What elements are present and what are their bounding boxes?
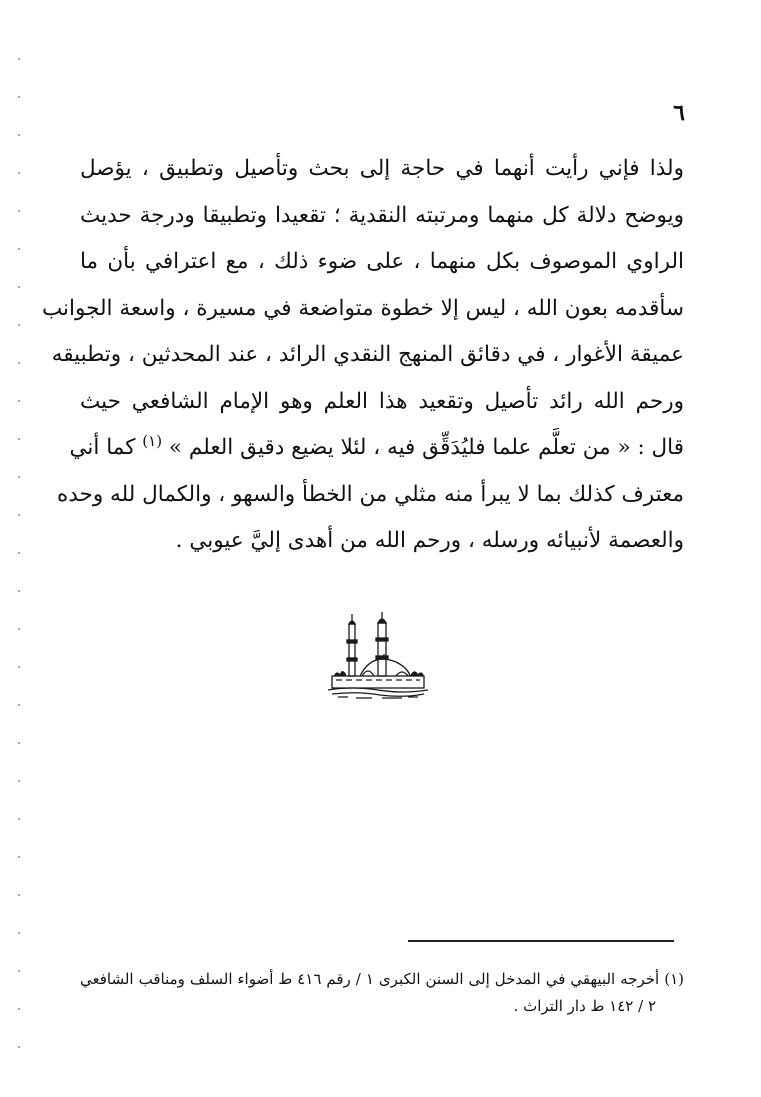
paragraph-line: الراوي الموصوف بكل منهما ، على ضوء ذلك ، مع اعترافي بأن ما [80, 249, 684, 274]
paragraph-line: ويوضح دلالة كل منهما ومرتبته النقدية ؛ تقعيدا وتطبيقا ودرجة حديث [80, 202, 684, 228]
quote-line-end: كما أني [69, 435, 136, 460]
paragraph-line: ورحم الله رائد تأصيل وتقعيد هذا العلم وهو الإمام الشافعي حيث [80, 388, 684, 414]
footnote-reference[interactable]: (١) [142, 431, 163, 450]
shafii-quote: قال : « من تعلَّم علما فليُدَقِّق فيه ، لئلا يضيع دقيق العلم » [168, 435, 684, 460]
footnote-line: (١) أخرجه البيهقي في المدخل إلى السنن الكبرى ١ / رقم ٤١٦ ط أضواء السلف ومناقب الشافعي [80, 970, 684, 988]
paragraph-line: سأقدمه بعون الله ، ليس إلا خطوة متواضعة في مسيرة ، واسعة الجوانب [41, 295, 684, 321]
paragraph-line: معترف كذلك بما لا يبرأ منه مثلي من الخطأ والسهو ، والكمال لله وحده [57, 481, 684, 507]
scan-margin-dots [18, 40, 20, 1060]
paragraph-line: ولذا فإني رأيت أنهما في حاجة إلى بحث وتأصيل وتطبيق ، يؤصل [80, 156, 684, 181]
footnote-separator [408, 940, 674, 942]
footnote-line: ٢ / ١٤٢ ط دار التراث . [513, 997, 656, 1015]
mosque-ornament-icon [322, 610, 434, 700]
quote-line [69, 425, 684, 472]
paragraph-line: والعصمة لأنبيائه ورسله ، ورحم الله من أهدى إليَّ عيوبي . [175, 528, 684, 553]
page-number: ٦ [673, 100, 685, 126]
main-paragraph [41, 146, 684, 565]
footnote [80, 966, 684, 1020]
paragraph-line: عميقة الأغوار ، في دقائق المنهج النقدي الرائد ، عند المحدثين ، وتطبيقه [51, 342, 684, 367]
